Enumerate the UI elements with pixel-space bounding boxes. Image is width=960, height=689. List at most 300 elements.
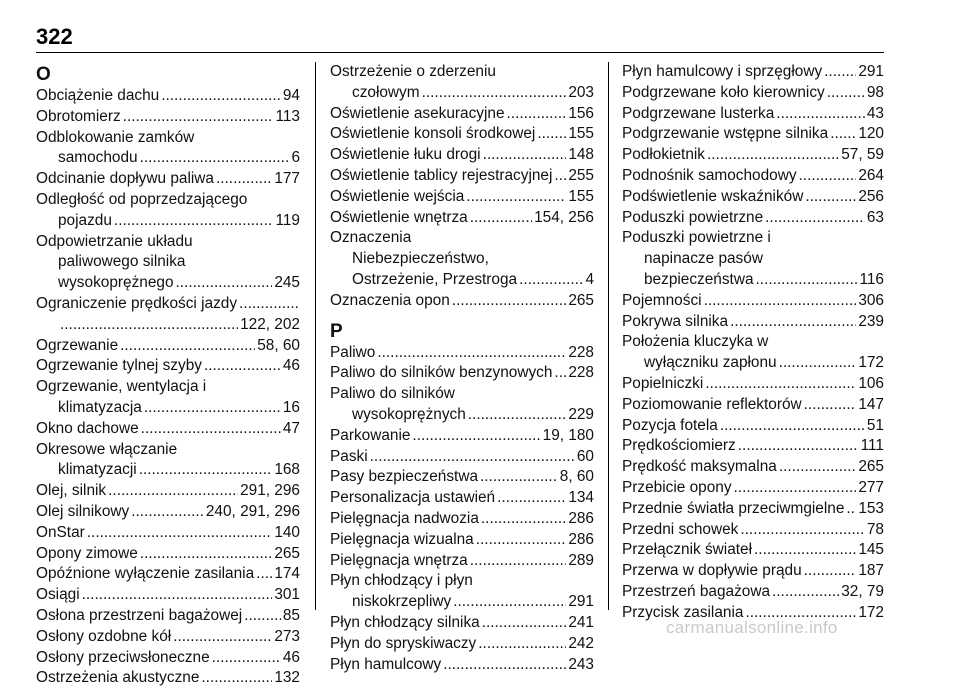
index-entry-label: Przebicie opony <box>622 478 732 496</box>
index-entry-label: Podłokietnik <box>622 146 705 164</box>
index-entry <box>330 145 594 166</box>
dot-leader <box>173 627 272 648</box>
index-entry-label: Przedni schowek <box>622 520 739 538</box>
index-entry <box>36 315 300 336</box>
watermark: carmanualsonline.info <box>666 618 838 637</box>
index-entry <box>330 592 594 613</box>
index-entry <box>622 353 884 374</box>
dot-leader <box>772 582 839 603</box>
dot-leader <box>470 208 532 229</box>
dot-leader <box>730 312 856 333</box>
index-entry-pages: 32, 79 <box>841 582 884 600</box>
index-entry-pages: 265 <box>858 458 884 476</box>
index-entry-pages: 78 <box>866 520 884 538</box>
dot-leader <box>244 606 281 627</box>
index-entry-label: Oświetlenie łuku drogi <box>330 146 481 164</box>
index-entry-label: Osłony ozdobne kół <box>36 627 172 645</box>
index-entry-pages: 147 <box>858 395 884 413</box>
dot-leader <box>453 592 566 613</box>
dot-leader <box>478 634 566 655</box>
index-entry-label: samochodu <box>58 149 138 167</box>
dot-leader <box>87 523 273 544</box>
index-entry <box>36 211 300 232</box>
dot-leader <box>60 315 238 336</box>
index-entry-pages: 47 <box>282 419 300 437</box>
index-entry-text: Ostrzeżenie o zderzeniu <box>330 63 496 80</box>
index-entry-pages: 119 <box>275 211 300 229</box>
index-entry <box>622 561 884 582</box>
index-entry <box>622 436 884 457</box>
index-entry-label: Przycisk zasilania <box>622 603 744 621</box>
index-entry-label: Poduszki powietrzne <box>622 208 764 226</box>
index-entry-pages: 291, 296 <box>240 482 300 500</box>
index-entry-pages: 291 <box>858 63 884 80</box>
index-entry <box>330 613 594 634</box>
index-entry <box>622 478 884 499</box>
index-entry-pages: 155 <box>568 187 594 205</box>
dot-leader <box>470 551 567 572</box>
index-entry-label: Płyn hamulcowy i sprzęgłowy <box>622 63 823 80</box>
index-entry <box>330 655 594 676</box>
index-entry-pages: 145 <box>858 541 884 559</box>
index-entry-label: czołowym <box>352 83 420 101</box>
index-entry-label: Płyn do spryskiwaczy <box>330 634 477 652</box>
dot-leader <box>705 374 856 395</box>
index-entry-pages: 241 <box>568 613 594 631</box>
index-entry <box>622 312 884 333</box>
index-entry <box>330 447 594 468</box>
index-column-middle <box>330 62 594 675</box>
index-entry-label: Prędkościomierz <box>622 437 736 455</box>
index-entry-pages: 286 <box>568 509 594 527</box>
index-entry-label: Osłony przeciwsłoneczne <box>36 648 210 666</box>
index-entry-label: Oświetlenie asekuracyjne <box>330 104 505 122</box>
index-entry-label: Ostrzeżenie, Przestroga <box>352 270 518 288</box>
index-entry-text: Niebezpieczeństwo, <box>352 250 489 268</box>
dot-leader <box>216 169 272 190</box>
index-entry <box>36 169 300 190</box>
index-entry <box>622 520 884 541</box>
index-entry-label: Osiągi <box>36 586 80 604</box>
dot-leader <box>740 520 865 541</box>
index-entry <box>36 502 300 523</box>
index-entry <box>330 104 594 125</box>
index-entry <box>36 481 300 502</box>
index-entry-pages: 156 <box>568 104 594 122</box>
index-entry <box>36 648 300 669</box>
index-entry-pages: 301 <box>274 586 300 604</box>
index-entry-pages: 94 <box>282 87 300 104</box>
index-entry-pages: 51 <box>866 416 884 434</box>
index-entry-label: Pielęgnacja nadwozia <box>330 509 479 527</box>
index-entry <box>330 405 594 426</box>
dot-leader <box>779 353 857 374</box>
index-entry-label: Ogrzewanie <box>36 336 119 354</box>
dot-leader <box>799 166 857 187</box>
dot-leader <box>139 460 273 481</box>
dot-leader <box>140 544 273 565</box>
index-entry-pages: 46 <box>282 357 300 375</box>
index-entry-label: Oświetlenie tablicy rejestracyjnej <box>330 166 553 184</box>
index-entry <box>330 166 594 187</box>
index-entry-label: Podświetlenie wskaźników <box>622 187 804 205</box>
index-entry-label: klimatyzacja <box>58 398 142 416</box>
index-entry <box>36 585 300 606</box>
dot-leader <box>804 395 857 416</box>
index-entry-pages: 57, 59 <box>841 146 884 164</box>
dot-leader <box>720 416 865 437</box>
dot-leader <box>256 564 272 585</box>
dot-leader <box>466 187 566 208</box>
index-entry-label: Podnośnik samochodowy <box>622 166 797 184</box>
dot-leader <box>779 457 856 478</box>
index-entry-label: Przestrzeń bagażowa <box>622 582 770 600</box>
index-entry-label: Oświetlenie konsoli środkowej <box>330 125 536 143</box>
index-entry <box>36 398 300 419</box>
index-entry-label: Ogrzewanie tylnej szyby <box>36 357 202 375</box>
index-entry <box>622 104 884 125</box>
index-entry-text: Oznaczenia <box>330 229 412 247</box>
index-entry <box>622 457 884 478</box>
index-entry-pages: 291 <box>568 593 594 611</box>
index-entry <box>622 374 884 395</box>
index-entry-pages: 16 <box>282 398 300 416</box>
index-entry-pages: 273 <box>274 627 300 645</box>
dot-leader <box>756 270 858 291</box>
index-entry-label: Oznaczenia opon <box>330 291 450 309</box>
index-entry <box>36 668 300 689</box>
dot-leader <box>161 86 281 107</box>
index-entry <box>330 509 594 530</box>
index-entry-pages: 19, 180 <box>542 426 594 444</box>
index-entry-pages: 111 <box>860 437 884 455</box>
dot-leader <box>824 62 856 83</box>
column-divider-1 <box>315 62 316 610</box>
dot-leader <box>805 187 856 208</box>
dot-leader <box>120 336 255 357</box>
index-entry <box>36 294 300 315</box>
index-entry-text: Położenia kluczyka w <box>622 333 769 351</box>
index-entry <box>622 83 884 104</box>
index-entry <box>622 291 884 312</box>
index-entry <box>330 291 594 312</box>
index-entry-pages: 58, 60 <box>257 336 300 354</box>
dot-leader <box>707 145 839 166</box>
index-entry-pages: 46 <box>282 648 300 666</box>
index-entry-pages: 245 <box>274 274 300 292</box>
index-entry <box>330 634 594 655</box>
dot-leader <box>519 270 583 291</box>
index-entry <box>330 530 594 551</box>
index-entry-label: Ograniczenie prędkości jazdy <box>36 294 238 312</box>
index-entry <box>622 166 884 187</box>
dot-leader <box>734 478 857 499</box>
index-entry <box>622 145 884 166</box>
index-entry-text: Poduszki powietrzne i <box>622 229 771 247</box>
dot-leader <box>480 467 558 488</box>
dot-leader <box>204 356 281 377</box>
index-entry-label: Pokrywa silnika <box>622 312 729 330</box>
dot-leader <box>377 343 566 364</box>
dot-leader <box>554 363 566 384</box>
index-entry-pages: 228 <box>568 364 594 382</box>
dot-leader <box>176 273 273 294</box>
index-entry-text: Odblokowanie zamków <box>36 128 195 146</box>
header-rule <box>36 52 884 53</box>
index-entry-pages: 203 <box>568 83 594 101</box>
index-entry <box>622 208 884 229</box>
index-entry-label: klimatyzacji <box>58 461 137 479</box>
index-entry <box>36 336 300 357</box>
index-entry <box>330 124 594 145</box>
index-entry <box>36 523 300 544</box>
dot-leader <box>776 104 865 125</box>
dot-leader <box>412 426 540 447</box>
index-entry <box>330 488 594 509</box>
dot-leader <box>201 668 272 689</box>
index-entry-label: Podgrzewane koło kierownicy <box>622 83 825 101</box>
dot-leader <box>476 530 567 551</box>
index-entry-pages: 63 <box>866 208 884 226</box>
index-entry-pages: 306 <box>858 291 884 309</box>
index-entry <box>330 343 594 364</box>
dot-leader <box>846 499 856 520</box>
index-entry <box>36 544 300 565</box>
index-entry-label: Opony zimowe <box>36 544 138 562</box>
index-entry-text: Płyn chłodzący i płyn <box>330 572 473 590</box>
index-entry-pages: 154, 256 <box>534 208 594 226</box>
index-entry-text: napinacze pasów <box>644 250 763 268</box>
index-entry-label: wysokoprężnego <box>58 274 174 292</box>
index-entry-pages: 8, 60 <box>559 468 594 486</box>
index-entry-label: Personalizacja ustawień <box>330 489 496 507</box>
index-entry-pages: 264 <box>858 166 884 184</box>
dot-leader <box>481 509 566 530</box>
index-entry-pages: 289 <box>568 551 594 569</box>
dot-leader <box>483 145 567 166</box>
index-entry-pages: 243 <box>568 655 594 673</box>
dot-leader <box>422 83 567 104</box>
dot-leader <box>738 436 859 457</box>
index-entry <box>36 419 300 440</box>
index-entry-label: Pasy bezpieczeństwa <box>330 468 478 486</box>
index-entry <box>622 499 884 520</box>
index-entry-label: Olej silnikowy <box>36 502 130 520</box>
index-entry-label: Oświetlenie wnętrza <box>330 208 468 226</box>
index-entry-text: Odległość od poprzedzającego <box>36 190 248 208</box>
index-entry <box>622 187 884 208</box>
dot-leader <box>140 148 290 169</box>
index-entry-label: Płyn chłodzący silnika <box>330 613 480 631</box>
dot-leader <box>443 655 566 676</box>
index-entry <box>36 148 300 169</box>
index-entry-pages: 277 <box>858 478 884 496</box>
index-entry-label: Obciążenie dachu <box>36 87 160 104</box>
index-entry-label: bezpieczeństwa <box>644 270 754 288</box>
index-entry <box>622 416 884 437</box>
index-entry-label: niskokrzepliwy <box>352 593 452 611</box>
index-entry-pages: 148 <box>568 146 594 164</box>
index-entry-text: Ogrzewanie, wentylacja i <box>36 378 207 396</box>
dot-leader <box>482 613 567 634</box>
index-entry <box>36 356 300 377</box>
index-entry-pages: 242 <box>568 634 594 652</box>
index-entry-label: wysokoprężnych <box>352 405 466 423</box>
index-column-right <box>622 62 884 624</box>
index-entry <box>622 540 884 561</box>
dot-leader <box>554 166 566 187</box>
dot-leader <box>507 104 567 125</box>
dot-leader <box>754 540 856 561</box>
dot-leader <box>82 585 273 606</box>
index-column-left <box>36 62 300 689</box>
index-entry-label: Popielniczki <box>622 374 704 392</box>
index-entry-pages: 113 <box>275 107 300 125</box>
index-entry <box>36 606 300 627</box>
index-entry-label: Paliwo do silników benzynowych <box>330 364 553 382</box>
index-entry-label: OnStar <box>36 523 85 541</box>
index-entry <box>36 460 300 481</box>
dot-leader <box>239 294 298 315</box>
dot-leader <box>212 648 281 669</box>
index-entry-label: Podgrzewane lusterka <box>622 104 775 122</box>
dot-leader <box>804 561 857 582</box>
dot-leader <box>370 447 575 468</box>
index-entry-pages: 172 <box>858 354 884 372</box>
index-entry-pages: 256 <box>858 187 884 205</box>
index-entry-label: Przednie światła przeciwmgielne <box>622 499 845 517</box>
index-entry-text: Odpowietrzanie układu <box>36 232 193 250</box>
index-entry-pages: 43 <box>866 104 884 122</box>
index-entry-pages: 134 <box>568 489 594 507</box>
index-entry-text: Okresowe włączanie <box>36 440 178 458</box>
dot-leader <box>765 208 865 229</box>
index-entry <box>330 270 594 291</box>
index-entry-pages: 60 <box>576 447 594 465</box>
index-entry-label: Pielęgnacja wizualna <box>330 530 474 548</box>
page-number: 322 <box>36 24 73 49</box>
dot-leader <box>114 211 274 232</box>
index-entry-label: Pozycja fotela <box>622 416 718 434</box>
index-entry <box>622 270 884 291</box>
index-entry-text: paliwowego silnika <box>58 253 186 271</box>
index-entry <box>622 582 884 603</box>
dot-leader <box>537 124 566 145</box>
index-entry-label: Okno dachowe <box>36 419 139 437</box>
index-entry-pages: 98 <box>866 83 884 101</box>
index-entry-label: Parkowanie <box>330 426 411 444</box>
dot-leader <box>827 83 865 104</box>
index-entry <box>622 395 884 416</box>
index-entry <box>330 551 594 572</box>
index-entry-pages: 228 <box>568 343 594 361</box>
index-entry-pages: 187 <box>858 562 884 580</box>
index-entry <box>330 426 594 447</box>
index-entry-pages: 106 <box>858 374 884 392</box>
index-entry-pages: 172 <box>858 603 884 621</box>
index-entry-label: wyłączniku zapłonu <box>644 354 777 372</box>
dot-leader <box>452 291 567 312</box>
dot-leader <box>704 291 857 312</box>
index-entry-label: Ostrzeżenia akustyczne <box>36 669 200 687</box>
index-entry <box>330 83 594 104</box>
index-entry-label: Paliwo <box>330 343 376 361</box>
index-entry-pages: 229 <box>568 405 594 423</box>
index-entry <box>36 273 300 294</box>
index-entry <box>330 363 594 384</box>
dot-leader <box>497 488 566 509</box>
index-entry-pages: 140 <box>274 523 300 541</box>
section-letter: O <box>36 64 51 85</box>
index-entry-pages: 239 <box>858 312 884 330</box>
index-entry-pages: 155 <box>568 125 594 143</box>
index-entry-pages: 265 <box>274 544 300 562</box>
index-entry-label: Przełącznik świateł <box>622 541 753 559</box>
index-entry-pages: 122, 202 <box>240 315 300 333</box>
index-entry-pages: 132 <box>274 669 300 687</box>
section-letter: P <box>330 320 343 342</box>
index-entry-label: Poziomowanie reflektorów <box>622 395 802 413</box>
dot-leader <box>144 398 281 419</box>
index-entry-pages: 120 <box>858 125 884 143</box>
index-entry-pages: 174 <box>274 565 300 583</box>
index-entry <box>330 187 594 208</box>
index-entry-pages: 255 <box>568 166 594 184</box>
index-entry <box>36 107 300 128</box>
index-entry-label: Olej, silnik <box>36 482 107 500</box>
dot-leader <box>830 124 856 145</box>
index-entry <box>36 86 300 107</box>
index-entry-label: Płyn hamulcowy <box>330 655 442 673</box>
index-entry-pages: 286 <box>568 530 594 548</box>
index-entry <box>622 124 884 145</box>
index-entry-label: Prędkość maksymalna <box>622 458 777 476</box>
index-entry <box>330 467 594 488</box>
index-entry <box>622 62 884 83</box>
index-entry-label: Obrotomierz <box>36 107 121 125</box>
index-entry-pages: 6 <box>291 149 300 167</box>
index-entry-label: Oświetlenie wejścia <box>330 187 465 205</box>
index-entry <box>36 564 300 585</box>
index-entry-pages: 153 <box>858 499 884 517</box>
dot-leader <box>108 481 238 502</box>
index-entry-label: Pielęgnacja wnętrza <box>330 551 468 569</box>
index-entry-pages: 265 <box>568 291 594 309</box>
index-entry-label: Podgrzewanie wstępne silnika <box>622 125 829 143</box>
index-entry-pages: 116 <box>859 270 884 288</box>
index-entry-label: Paski <box>330 447 368 465</box>
dot-leader <box>141 419 281 440</box>
index-entry-pages: 168 <box>274 461 300 479</box>
index-entry <box>330 208 594 229</box>
index-entry-pages: 4 <box>585 270 594 288</box>
index-entry-label: Opóźnione wyłączenie zasilania <box>36 565 255 583</box>
index-entry-label: Pojemności <box>622 291 702 309</box>
dot-leader <box>123 107 274 128</box>
index-entry-pages: 177 <box>274 170 300 188</box>
dot-leader <box>468 405 567 426</box>
index-entry <box>36 627 300 648</box>
index-entry-pages: 240, 291, 296 <box>205 502 300 520</box>
index-entry-text: Paliwo do silników <box>330 385 455 403</box>
column-divider-2 <box>608 62 609 610</box>
index-entry-label: pojazdu <box>58 211 112 229</box>
index-entry-label: Odcinanie dopływu paliwa <box>36 170 214 188</box>
index-entry-label: Osłona przestrzeni bagażowej <box>36 606 243 624</box>
index-entry-pages: 85 <box>282 606 300 624</box>
index-entry-label: Przerwa w dopływie prądu <box>622 562 802 580</box>
dot-leader <box>131 502 204 523</box>
